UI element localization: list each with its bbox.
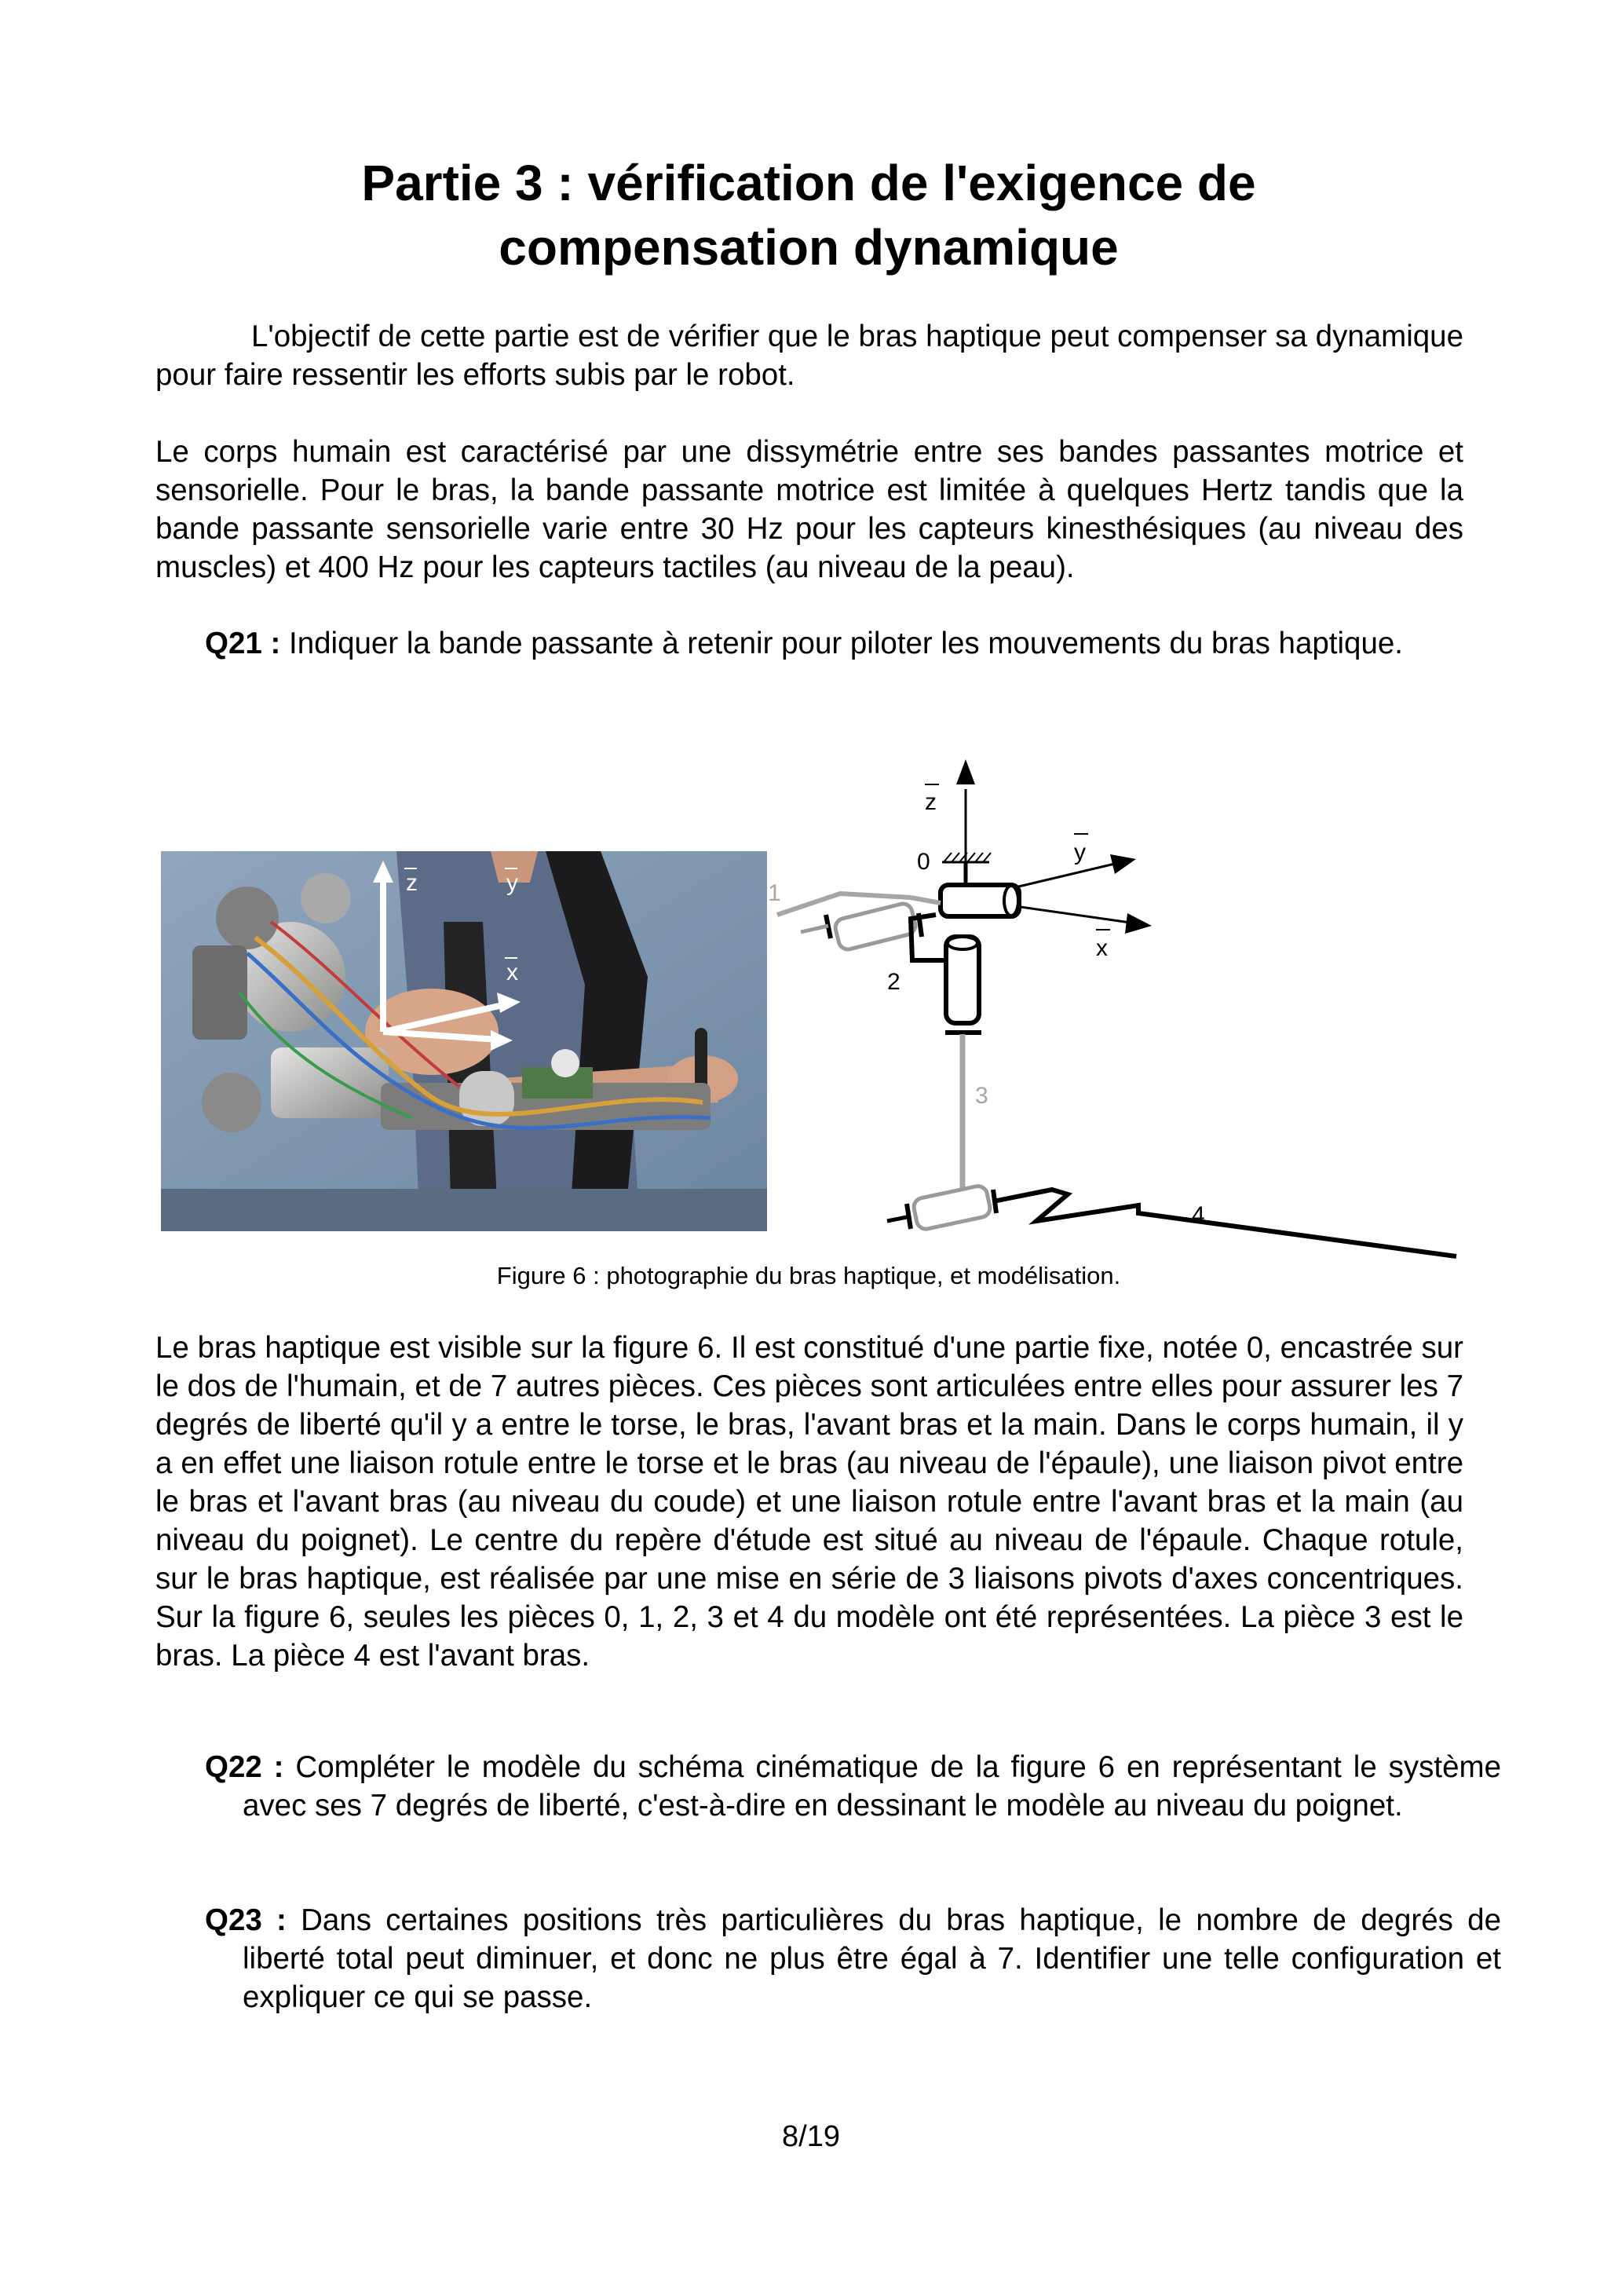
part-label-2: 2	[887, 969, 901, 995]
photo-axis-x-label: x	[506, 960, 518, 985]
question-21-text: Indiquer la bande passante à retenir pour piloter les mouvements du bras haptique.	[289, 627, 1403, 660]
haptic-arm-photo	[161, 851, 767, 1231]
diagram-axis-z-label: z	[925, 789, 937, 815]
question-22-label: Q22 :	[205, 1750, 284, 1784]
photo-axis-y-label: y	[506, 870, 518, 896]
kinematic-diagram-illustration	[754, 750, 1476, 1268]
page-title	[157, 151, 1460, 280]
question-23	[205, 1901, 1501, 2016]
diagram-axis-x-label: x	[1096, 935, 1108, 961]
haptic-arm-photo-illustration	[161, 851, 767, 1231]
part-label-3: 3	[975, 1083, 988, 1109]
title-line-1: Partie 3 : vérification de l'exigence de	[361, 155, 1256, 211]
part-label-0: 0	[917, 849, 930, 875]
question-22-text: Compléter le modèle du schéma cinématique de la figure 6 en représentant le système avec ses 7 degrés de liberté, c'est-à-dire en dessinant le modèle au niveau du poignet.	[243, 1750, 1501, 1823]
page-number: 8/19	[782, 2120, 840, 2153]
part-label-1: 1	[768, 880, 781, 906]
bandwidth-paragraph: Le corps humain est caractérisé par une dissymétrie entre ses bandes passantes motrice et sensorielle. Pour le bras, la bande passante motrice est limitée à quelques Hertz tandis que la bande passante sensorielle varie entre 30 Hz pour les capteurs kinesthésiques (au niveau des muscles) et 400 Hz pour les capteurs tactiles (au niveau de la peau).	[155, 435, 1463, 584]
part-label-4: 4	[1192, 1202, 1205, 1228]
kinematic-diagram	[754, 750, 1476, 1268]
diagram-axis-y-label: y	[1074, 839, 1086, 865]
intro-paragraph: L'objectif de cette partie est de vérifier que le bras haptique peut compenser sa dynamique pour faire ressentir les efforts subis par le robot.	[155, 320, 1464, 392]
photo-axis-z-label: z	[406, 870, 418, 896]
description-paragraph: Le bras haptique est visible sur la figure 6. Il est constitué d'une partie fixe, notée 0, encastrée sur le dos de l'humain, et de 7 autres pièces. Ces pièces sont articulées entre elles pour assurer les 7 degrés de liberté qu'il y a entre le torse, le bras, l'avant bras et la main. Dans le corps humain, il y a en effet une liaison rotule entre le torse et le bras (au niveau de l'épaule), une liaison pivot entre le bras et l'avant bras (au niveau du coude) et une liaison rotule entre l'avant bras et la main (au niveau du poignet). Le centre du repère d'étude est situé au niveau de l'épaule. Chaque rotule, sur le bras haptique, est réalisée par une mise en série de 3 liaisons pivots d'axes concentriques. Sur la figure 6, seules les pièces 0, 1, 2, 3 et 4 du modèle ont été représentées. La pièce 3 est le bras. La pièce 4 est l'avant bras.	[155, 1331, 1463, 1673]
question-23-label: Q23 :	[205, 1903, 287, 1937]
title-line-2: compensation dynamique	[499, 219, 1119, 276]
question-21-label: Q21 :	[205, 627, 281, 660]
question-21	[205, 624, 1501, 663]
question-22	[205, 1748, 1501, 1825]
figure-6-caption: Figure 6 : photographie du bras haptique, et modélisation.	[496, 1262, 1121, 1289]
question-23-text: Dans certaines positions très particulières du bras haptique, le nombre de degrés de liberté total peut diminuer, et donc ne plus être égal à 7. Identifier une telle configuration et expliquer ce qui se passe.	[243, 1903, 1501, 2014]
